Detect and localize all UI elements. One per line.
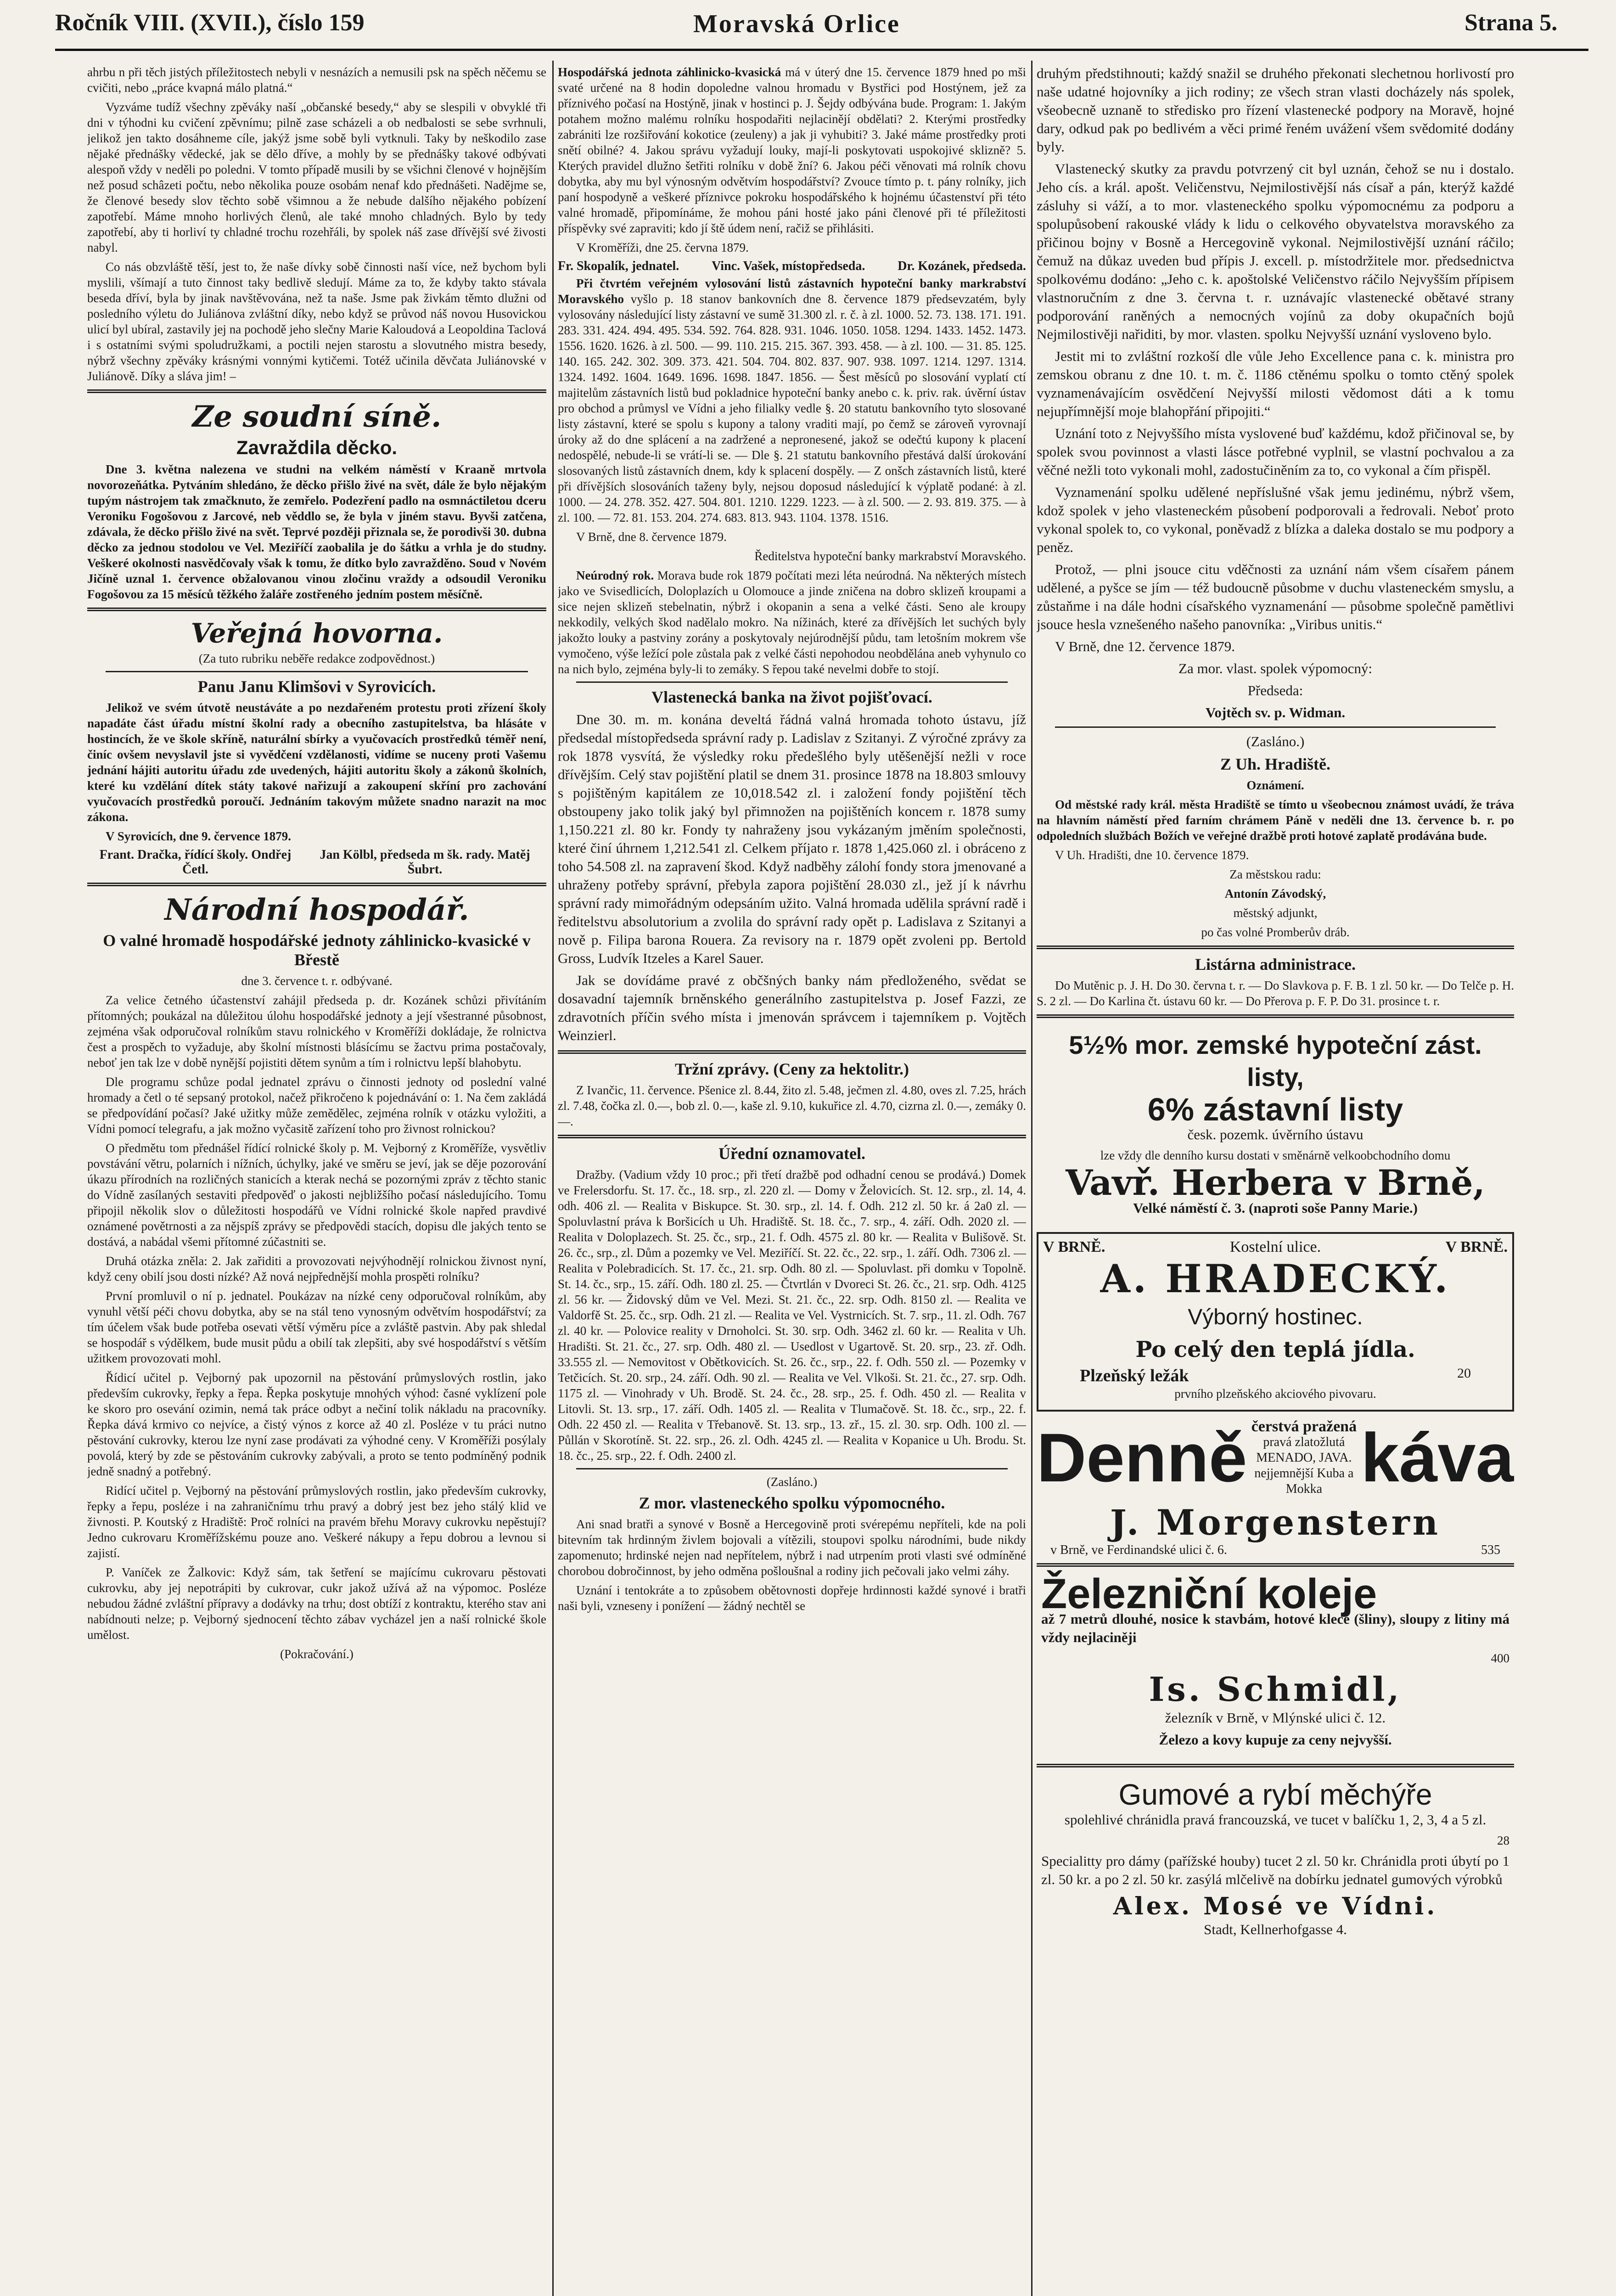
header-rule [55,49,1588,51]
signatures [558,259,1026,274]
section-rule [1037,1764,1514,1767]
advert-line: čerstvá pražená [1251,1418,1357,1435]
article-text: vyšlo p. 18 stanov bankovních dne 8. července 1879 předsevzatém, byly vylosovány následující listy zástavní ve sumě 31.300 zl. r. č. à zl. 1000. 52. 73. 138. 171. 191. 283. 331. 424. 494. 495. 534. 592. 764. 828. 931. 1046. 1050. 1058. 1294. 1433. 1452. 1473. 1556. 1620. 1626. à zl. 500. — 99. 110. 215. 215. 367. 393. 458. — à zl. 100. — 31. 85. 125. 140. 165. 242. 302. 309. 373. 421. 504. 704. 802. 837. 907. 938. 1097. 1214. 1297. 1314. 1324. 1492. 1604. 1649. 1696. 1698. 1847. 1856. — Šest měsíců po slosování vyplatí ctí majitelům zástavních listů bud pokladnice hypoteční banky anebo c. k. priv. rak. úvěrní ústav pro obchod a průmysl ve Vídni a jeho filialky vedle §. 20 statutu bankovního tyto slosované listy zástavní, které se spolu s kupony a talony vraditi mají, po čemž se zároveň vyrovnají úroky až do dne splácení a na zadržené a nepronesené, jakož se odečtú kupony k placení nedospělé, nebude-li se vrátí-li se. — Dle §. 21 statutu bankovního přestává další úrokování slosovaných listů zástavních dnem, kdy k splacení dospěly. — Z onšch zástavních listů, které při dřívějších slosováních taženy byly, nejsou doposud následující k výplatě podané: à zl. 1000. — 24. 278. 352. 427. 504. 801. 1210. 1229. 1223. — à zl. 500. — 2. 93. 819. 375. — à zl. 100. — 72. 81. 153. 204. 274. 683. 813. 943. 1104. 1378. 1516. [558,292,1026,524]
article-paragraph: Vyznamenání spolku udělené nepříslušné však jemu jedinému, nýbrž všem, kdož spolek v jeho vlasteneckém působení podporovali a ředrovali. Neboť proto vykonal spolek to, co vykonal, poněvadž z blízka a daleka dostalo se mu podpory a peněz. [1037,484,1514,555]
article-paragraph: Jestit mi to zvláštní rozkoší dle vůle Jeho Excellence pana c. k. ministra pro zemskou obranu z dne 10. t. m. č. 1186 ctěnému spolku o tomto ctěný spolek vyznamenávajícím osvědčení Nejvyšší milosti vědomost dáti a k tomu nejupřímnější moje blahopřání připojiti.“ [1037,348,1514,419]
article-title: Panu Janu Klimšovi v Syrovicích. [197,677,436,696]
masthead-title: Moravská Orlice [693,10,900,38]
article-text: Jak se dovídáme pravé z občšných banky nám předloženého, svědat se dosavadní tajemník brněnského generálního zastupitelstva p. Josef Fazzi, ze zdravotních příčin svého místa i jmenován správcem i tajemníkem p. Vojtěch Weinzierl. [558,972,1026,1043]
advert-beer: Plzeňský ležák [1080,1366,1189,1385]
column-2 [558,64,1026,2296]
advert-line: pravá zlatožlutá MENADO, JAVA. [1256,1435,1352,1465]
section-rule [558,1135,1026,1138]
column-divider [552,61,554,2296]
divider [1055,726,1496,728]
advert-number: 20 [1457,1366,1471,1381]
article-text: Ani snad bratři a synové v Bosně a Hercegovině proti svérepému nepříteli, kde na poli bitevním tak hrdinným živlem bojovali a vítězili, stoupovi spolku národními, bude nikdy zapomenuto; hrdinské nejen nad nepřítelem, nýbrž i nad utrpením proti vlasti své odmíněné chorobou dobročinnost, by jeho odměna pošloušnal a rodiny jich pečovali jako velmi záhy. [558,1517,1026,1578]
article-paragraph: P. Vaníček ze Žalkovic: Když sám, tak šetření se majícímu cukrovaru pěstovati cukrovku, aby jej nepotrápiti by cukrovar, cukr jakož užívá až na výpomoc. Posléze nebudou žádné zvláštní přípravy a dodávky na trhu; dost obtíží z kontraktu, kterého stav ani nabídnouti nelze; p. Vejborný sjednocení těchto zábav vycházel jen a naší rolnické škole umělost. [87,1565,546,1642]
advert-word-right: káva [1361,1419,1514,1496]
advert-number: 400 [1491,1651,1509,1665]
advert-address: Stadt, Kellnerhofgasse 4. [1204,1921,1347,1937]
article-paragraph: Vlastenecký skutky za pravdu potvrzený cit byl uznán, čehož se nu i dostalo. Jeho cís. a král. apošt. Veličenstvu, Nejmilostivější nás císař a pán, kterýž každé zásluhy si váží, a to mor. vlasteneckého spolku výpomocnému za podporu a spolupůsobení rakouské vlády k lidu o celkového obyvatelstva moravského za přičinou bojny v Bosně a Hercegovině vykonal. Nejmilostivější uznání ráčilo; čemuž na důkaz uveden bud přípis J. excell. p. místodržitele mor. předsednictva spolkovému dodáno: „Jeho c. k. apoštolské Veličenstvo ráčilo Nejvyšším přípisem vlastnoručním z dne 3. června t. r. uznávajíc vlastenecké obětavé strany podporování raněných a nemocných vojínů za doby okupačních bojů Nejmilostivěji nařiditi, by mor. vlasten. spolku Nejvyšší uznání vysloveno bylo. [1037,161,1514,342]
article-text: druhým předstihnouti; každý snažil se druhého překonati slechetnou horlivostí pro naše udatné hojovníky a jich rodiny; ze všech stran vlasti docházely nás spolek, všeobecně uznaně to středisko pro řízení vlastenecké podpory na Moravě, hojné dary, odkud pak po bedlivém a věci primé řeném uvážení všem svědomité dodány byly. [1037,65,1514,155]
advert-line: 6% zástavní listy [1147,1092,1403,1127]
article-paragraph: Druhá otázka zněla: 2. Jak zařiditi a provozovati nejvýhodnějí rolnickou živnost nyní, když ceny obilí jsou dosti nízké? Až nová nejpřednější mohla prospěti rolníku? [87,1254,546,1283]
article-title: Z Uh. Hradiště. [1220,755,1330,773]
article-paragraph: Ridící učitel p. Vejborný na pěstování průmyslových rostlin, jako především cukrovky, řepky a řepu, posléze i na zahraničnímu trhu pravý a dobrý jest bez jeho stálý klid ve živnosti. P. Koutský z Hradiště: Proč rolníci na pravém břehu Moravy cukrovku nepěstují? Jedno cukrovaru Kroměřížskému pouze ano. Veškeré nákupy a řepu dobrou a levnou si zajistí. [87,1484,546,1560]
advert-bonds [1037,1024,1514,1226]
section-rule [87,608,546,611]
article-title: O valné hromadě hospodářské jednoty záhlinicko-kvasické v Břestě [103,931,531,969]
signature: Antonín Závodský, [1224,887,1326,900]
intro-paragraph: ahrbu n při těch jistých příležitostech nebyli v nesnázích a nemusili psk na spěch něčemu se cvičiti, nebo „práce kvapná málo platná.“ [87,65,546,95]
article-title: Při čtvrtém veřejném vylosování listů zástavních hypoteční banky markrabství Moravského [558,276,1026,306]
article-paragraph: Protož, — plni jsouce citu vděčnosti za uznání nám všem císařem pánem udělené, a pyšce se jím — též budoucně působme v duchu vlasteneckém smyslu, a zůstaňme i na dále hodni císařského vyznamenání — působme společně pamětlivi jsouce hesla vznešeného našeho panovníka: „Viribus unitis.“ [1037,561,1514,632]
advert-word-left: Denně [1037,1419,1247,1496]
article-text: Dne 30. m. m. konána develtá řádná valná hromada tohoto ústavu, jíž předsedal místopředseda správní rady p. Ladislav z Szitanyi. Z výročné zprávy za rok 1878 vysvítá, že výsledky roku předešlého byly utěšenější nežli v roce dřívějším. Celý stav pojištění platil se dnem 31. prosince 1878 na 18.803 smlouvy s pojištěným kapitálem ze 10,018.542 zl. i založení fondy pojištění těch obstoupeny jako tolik jaký byl přimnožen na pojištěních koncem r. 1878 sumy 1,150.221 zl. 80 kr. Fondy ty nahraženy jsou vykázaným jměním společnosti, které činí úhrnem 1,212.541 zl. Celkem příjato r. 1878 1,425.060 zl. i obráceno z toho 54.508 zl. na zapravení škod. Když nadběhy zálohí fondy stora jmenované a uhraženy potřeby správní, přebyla zapora pojištění 28.030 zl., jež jí k návrhu správní rady mimořádným odepsáním užito. Valná hromada udělila správní radě i ředitelstvu absolutorium a zvolila do správní rady opět p. Ladislava z Szitanyi a nově p. Filipa barona Rouera. Za revisory na r. 1879 opět zvoleni pp. Bertold Gross, Ludvík Itzeles a Karel Sauer. [558,711,1026,966]
advert-name: Vavř. Herbera v Brně, [1066,1162,1485,1203]
advert-number: 535 [1481,1543,1500,1557]
article-subtitle: dne 3. července t. r. odbývané. [241,974,393,988]
article-text: Jelikož ve svém útvotě neustáváte a po nezdařeném protestu proti zřízení školy napadáte část úřadu místní školní rady a obecního zastupitelstva, ba hlásáte v hostincích, že ve škole skříně, naturální sbírky a vyučovacích prostředků téměř není, činíc ovšem nevyslavil jste si vyvědčení vzdělanosti, vidíme se nuceny proti Vašemu jednání hájiti autoritu úřadu zde uvedených, hájiti autoritu školy a zákonů školních, které ku vzdělání dítek státy takové nařizují a zakoupení skříní pro zachování vyučovacích prostředků poroučí. Jednáním takovým můžete snadno narazit na moc zákona. [87,701,546,824]
advert-tagline: Železo a kovy kupuje za ceny nejvyšší. [1159,1732,1392,1748]
official-heading: Úřední oznamovatel. [718,1144,865,1163]
advert-name: Is. Schmidl, [1149,1670,1402,1709]
article-title: Zavraždila děcko. [236,437,398,458]
advert-street: Kostelní ulice. [1229,1238,1321,1255]
section-rule [1037,1014,1514,1018]
advert-line: prvního plzeňského akciového pivovaru. [1174,1387,1376,1401]
section-rule [1037,945,1514,949]
article-text: má v úterý dne 15. července 1879 hned po mši svaté určené na 8 hodin dopoledne valnou hromadu v Bystřici pod Hostýnem, jež za příznivého počasí na Hostýně, jinak v hostinci p. J. Šejdy odbývána bude. Program: 1. Jakým potahem možno malému rolníku hospodařiti nejlacinějí obdělati? 2. Kterými prostředky zabrániti lze rozšiřování kokotice (zeuleny) a jak ji vyhubiti? 3. Jaké máme prostředky proti snětí obilné? 4. Jakou správu vyžadují louky, mají-li poskytovati uspokojivé sklizně? 5. Kterých pravidel dlužno šetřiti rolníku v době žní? 6. Jakou péči věnovati má rolník chovu dobytka, aby mu byl výnosným odvětvím hospodářství? Zvouce tímto p. t. pány rolníky, jich paní hospodyně a veškeré příznivce pokroku hospodářského k hojnému účastenství při této valné hromadě, připomínáme, že mohou páni hosté jako páni členové při té příležitosti příspěvky své zapraviti; kdo jí ště údem není, račiž se přihlásiti. [558,65,1026,235]
signature: Vinc. Vašek, místopředseda. [712,259,865,273]
advert-text: spolehlivé chránidla pravá francouzská, ve tucet v balíčku 1, 2, 3, 4 a 5 zl. [1064,1812,1487,1828]
intro-paragraph: Co nás obzvláště těší, jest to, že naše dívky sobě činnosti naší více, než bychom byli myslili, všímají a tuto činnost taky bedlivě sledují. Máme za to, že kdyby takto stávala beseda dříví, byla by jinak navštěvována, než ta naše. Jsme pak živkám těmto dlužni od posledního výletu do Juliánova zvláštní díky, nebo když se průvod náš novou Husovickou ulicí byl ubíral, zastavily jej na pochodě jeho slečny Marie Kaloudová a Leopoldina Taclová i s ostatními svými spoludružkami, a poctili nejen starostu a slovutného mistra besedy, nýbrž všechny zpěváky krásnými vonnými kytičemi. Totéž učinila děvčata Juliánovské v Juliánově. Díky a sláva jim! – [87,260,546,383]
advert-inn [1037,1232,1514,1412]
continuation-note: (Pokračování.) [280,1647,354,1661]
section-heading-economy: Národní hospodář. [164,893,469,927]
signature-right: Jan Kölbl, předseda m šk. rady. Matěj Šubrt. [320,848,530,877]
article-text: Od městské rady král. města Hradiště se tímto u všeobecnou známost uvádí, že tráva na hlavním náměstí před farním chrámem Páně v neděli dne 13. července b. r. po odpoledních službách Božích ve veřejné dražbě proti hotové zaplatě prodávána bude. [1037,798,1514,843]
column-divider [1031,61,1032,2296]
article-paragraph: Řídicí učitel p. Vejborný pak upozornil na pěstování průmyslových rostlin, jako především cukrovky, řepky a řepa. Řepka poskytuje mnohých výhod: časné vyklízení pole ke skoro pro osevání ozimin, nemá tak práce odbyt a nečiní tolik nákladu na pracovníky. Řepka dává krmivo co nejvíce, a čistý výnos z korce až 40 zl. Posléze v tu práci nutno pěstování cukrovky, kterou lze nyní zase prodávati za výhodné ceny. V Kroměříži posýlaly povolá, který by zde se pěstováním cukrovky zabývali, a proto se tento podmíněný podnik jedně snadný a potřebný. [87,1371,546,1478]
advert-text: Specialitty pro dámy (pařížské houby) tucet 2 zl. 50 kr. Chránidla proti úbytí po 1 zl. 50 kr. a po 2 zl. 50 kr. zasýlá mlčelivě na dobírku jednatel gumových výrobků [1041,1853,1509,1887]
article-title: Hospodářská jednota záhlinicko-kvasická [558,65,781,79]
article-text: Morava bude rok 1879 počítati mezi léta neúrodná. Na některých místech jako ve Svisedlicích, Doloplazích u Olomouce a jinde zničena na dobro sklizeň kroupami a sice nejen sklizeň stebelnatin, nýbrž i okopanin a sena a velké části. Seno ale kroupy nekkodily, velkých škod nadělalo mokro. Na nížinách, které za dřívějších let suchých byly jakožto louky a pastviny zorány a poskytovaly nejúrodnější půdu, tam letošním mokrem vše vymočeno, výše ležící pole zůstala pak z velké části nepohodou neobdělána aneb vyhynulo co na nich bylo, zejména byly-li to zemáky. S řepou také nevelmi dobře to stojí. [558,568,1026,676]
signature: městský adjunkt, [1233,906,1318,920]
section-heading-public: Veřejná hovorna. [191,618,443,649]
market-heading: Tržní zprávy. (Ceny za hektolitr.) [675,1060,909,1078]
advert-heading: Železniční koleje [1041,1570,1377,1617]
article-paragraph: Dle programu schůze podal jednatel zprávu o činnosti jednoty od poslední valné hromady a četl o té sepsaný protokol, načež přikročeno k pojednávání o: 1. Na čem zakládá se předpovídání počasí? Jaké užitky může zemědělec, zejména rolník v otázku vyložiti, a Vídni pomocí telegrafu, a jak možno vyčasitě zařízení toho pro živnost rolnickou? [87,1075,546,1136]
page-number: Strana 5. [1464,10,1558,36]
column-1 [87,64,546,2296]
zaslano-heading: (Zasláno.) [766,1475,818,1489]
signature-name: Vojtěch sv. p. Widman. [1205,704,1346,720]
advert-address: Velké náměstí č. 3. (naproti soše Panny Marie.) [1133,1200,1418,1216]
signature-left: Frant. Dračka, řídící školy. Ondřej Četl. [99,848,292,877]
article-title: Vlastenecká banka na život pojišťovací. [651,688,932,706]
signature-org: Za mor. vlast. spolek výpomocný: [1178,660,1372,676]
issue-info: Ročník VIII. (XVII.), číslo 159 [55,10,365,36]
official-text: Dražby. (Vadium vždy 10 proc.; při třetí dražbě pod odhadní cenou se prodává.) Domek ve Frelersdorfu. St. 17. čc., 18. srp., zl. 220 zl. — Domy v Želovicích. St. 12. srp., zl. 14, 4. odh. 406 zl. — Realita v Biskupce. St. 30. srp., zl. 14. f. Odh. 212 zl. 50 kr. á 2a0 zl. — Spoluvlastní práva k Boršicích u Uh. Hradiště. St. 18. čc., 7. srp., 4. září. Odh. 2020 zl. — Realita v Doloplazech. St. 25. čc., srp., 21. f. Odh. 4575 zl. 80 kr. — Realita v Bulišově. St. 26. čc., srp., zl. Dům a pozemky ve Vel. Meziříčí. St. 22. čc., 22. srp., 1. září. Odh. 7306 zl. — Realita v Polebradicích. St. 17. čc., 21. srp. Odh. 80 zl. — Spoluvlast. při domku v Topolně. St. 14. čc., srp., 15. září. Odh. 180 zl. 25. — Čtvrtlán v Dvoreci St. 26. čc., 21. srp. Odh. 4125 zl. 56 kr. — Židovský dům ve Vel. Mezi. St. 21. čc., 22. srp. Odh. 8150 zl. — Realita ve Valdorfě St. 25. čc., srp. Odh. 21 zl. — Realita ve Vel. Vystrnicích. St. 7. srp., 11. zl. Odh. 767 zl. 40 kr. — Polovice reality v Drnoholci. St. 30. srp. Odh. 3462 zl. 60 kr. — Realita v Uh. Hradišti. St. 21. čc., 27. srp. Odh. 480 zl. — Usedlost v Ugartově. St. 20. srp., 23. zř. Odh. 33.555 zl. — Nemovitost v Obětkovicích. St. 26. čc., srp., 22. f. Odh. 550 zl. — Pozemky v Tetčicích. St. 20. srp., 24. září. Odh. 90 zl. — Realita ve Vel. Vlkoši. St. 21. čc., 27. srp. Odh. 1175 zl. — Vinohrady v Uh. Brodě. St. 24. čc., 28. srp., 25. f. Odh. 450 zl. — Realita v Litovli. St. 13. srp., 17. září. Odh. 1405 zl. — Realita v Tlumačově. St. 18. čc., srp., 22. f. Odh. 22 450 zl. — Realita v Třebanově. St. 13. srp., 13. zř., 15. zl. 30. srp. Odh. 100 zl. — Půllán v Skorotíně. St. 22. srp., 26. zl. Odh. 4245 zl. — Realita v Kopanice u Uh. Brodu. St. 18. čc., 25. srp., 22. f. Odh. 2400 zl. [558,1168,1026,1463]
advert-rails [1037,1570,1514,1757]
advert-line: nejjemnější Kuba a Mokka [1254,1466,1354,1496]
section-heading-court: Ze soudní síně. [192,400,442,434]
signature-role: Předseda: [1247,682,1303,698]
divider [576,1468,1008,1469]
advert-text: až 7 metrů dlouhé, nosice k stavbám, hotové klece (šliny), sloupy z litiny má vždy nejlaciněji [1041,1611,1509,1645]
article-title: Z mor. vlasteneckého spolku výpomocného. [639,1494,945,1512]
dateline: V Syrovicích, dne 9. července 1879. [106,829,291,843]
signature: Fr. Skopalík, jednatel. [558,259,679,273]
article-text: Uznání i tentokráte a to způsobem obětovnosti dopřeje hrdinnosti každé synové i bratři naši byli, vzneseny i ponížení — žádný nechtěl se [558,1583,1026,1613]
advert-line: česk. pozemk. úvěrního ústavu [1187,1126,1364,1142]
advert-address: v Brně, ve Ferdinandské ulici č. 6. [1050,1543,1227,1557]
article-title: Neúrodný rok. [576,568,654,582]
advert-number: 28 [1497,1834,1509,1847]
divider [106,671,528,672]
advert-coffee [1037,1418,1514,1497]
signature: Za městskou radu: [1229,867,1321,881]
advert-line: Po celý den teplá jídla. [1135,1337,1415,1362]
advert-line: 5½% mor. zemské hypoteční zást. listy, [1069,1030,1482,1092]
advert-city: V BRNĚ. [1445,1238,1508,1255]
article-text: Dne 3. května nalezena ve studni na velkém náměstí v Kraaně mrtvola novorozeňátka. Pytváním shledáno, že děcko přišlo živé na svět, dále že bylo nějakým tupým nástrojem tak zmačknuto, že zemřelo. Podezření padlo na osmnáctiletou dceru Veroniku Fogošovou z Jarcové, neb věddlo se, že byla v jiném stavu. Byvši zatčena, zdávala, že děcko přišlo živé na svět. Teprvé později přiznala se, že porodivši 30. dubna děcko za jednou stodolou ve Vel. Meziříčí zaobalila je do šátku a vrhla je do studny. Veškeré okolnosti nasvědčovaly však k tomu, že dítko bylo zavražděno. Soud v Novém Jičíně uznal 1. července obžalovanou vinou zločinu vraždy a odsoudil Veroniku Fogošovou za 15 měsíců těžkého žaláře zostřeného jedním postem měsíčně. [87,462,546,601]
advert-name: Alex. Mosé ve Vídni. [1113,1892,1438,1920]
column-3 [1037,64,1514,2296]
section-rule [87,389,546,393]
article-paragraph: Za velice četného účastenství zahájil předseda p. dr. Kozánek schůzi přivítáním přítomných; poukázal na důležitou úlohu hospodářské jednoty a její všestranné působnost, zejména však odporučoval rolníkům stavu rolnického v Kroměříži dokládaje, že rolnictva čest a prospěch to vyžaduje, aby školní místnosti blásícímu se žactvu prima postačovaly, neboť jen tak lze v době nynější pojistiti dětem synům a tím i rolnictvu lepší blahobytu. [87,993,546,1069]
advert-name: J. Morgenstern [1110,1502,1441,1543]
dateline: V Kroměříži, dne 25. června 1879. [576,241,749,254]
zaslano-heading: (Zasláno.) [1246,733,1305,749]
article-paragraph: První promluvil o ní p. jednatel. Poukázav na nízké ceny odporučoval rolníkům, aby vynuhl větší péči chovu dobytka, aby se na stál teno vynosným odvětvím hospodářství; za tím účelem však bude potřeba osevati větší výměru píce a zvláště pastvin. Aby pak shledal se hospodář s výdělkem, bude musit půdu a obilí tak zlepšiti, aby své hospodářství s větším užitkem provozovati mohl. [87,1289,546,1365]
signatures [87,848,546,877]
dateline: V Brně, dne 8. července 1879. [576,530,727,544]
signature: Dr. Kozánek, předseda. [898,259,1026,273]
dateline: V Uh. Hradišti, dne 10. července 1879. [1055,848,1249,862]
disclaimer-note: (Za tuto rubriku neběře redakce zodpovědnost.) [198,652,435,665]
advert-line: lze vždy dle denního kursu dostati v směnárně velkoobchodního domu [1100,1148,1451,1162]
listarna-text: Do Mutěnic p. J. H. Do 30. června t. r. — Do Slavkova p. F. B. 1 zl. 50 kr. — Do Telče p. H. S. 2 zl. — Do Karlina čt. ústavu 60 kr. — Do Přerova p. F. P. Do 31. prosince t. r. [1037,979,1514,1008]
advert-tagline: Výborný hostinec. [1188,1305,1363,1329]
section-rule [558,1050,1026,1054]
advert-heading: Gumové a rybí měchýře [1118,1778,1432,1811]
section-rule [87,883,546,886]
advert-name: A. HRADECKÝ. [1100,1256,1451,1301]
advert-address: železník v Brně, v Mlýnské ulici č. 12. [1165,1710,1386,1726]
article-paragraph: O předmětu tom přednášel řídící rolnické školy p. M. Vejborný z Kroměříže, vysvětliv povstávání větru, polarních i nížních, úchylky, jaké ve směru se jeví, jak se děje pozorování úkazu přírodních na rozličných stanicích a kterak nechá se pozornými zpráv z těchto stanic do Vídně zasílaných sestaviti předpověď o jakosti nejbližšího počasí následujícího. Tomu připojil několik slov o důležitosti hospodářů ve Vídni rolnické škole napřed pravdivé oznámené povětrnosti a za nějspíš zprávy se předpovědi stacích, dopisu dle jakých tento se dostává, a nabádal všemi přítomné zúčastniti se. [87,1141,546,1249]
section-rule [1037,1563,1514,1567]
listarna-heading: Listárna administrace. [1195,955,1356,974]
article-subtitle: Oznámení. [1246,778,1304,792]
market-text: Z Ivančic, 11. července. Pšenice zl. 8.44, žito zl. 5.48, ječmen zl. 4.80, oves zl. 7.25, hrách zl. 7.48, čočka zl. 0.—, bob zl. 0.—, kaše zl. 9.10, kukuřice zl. 4.70, cizrna zl. 0.—, zemáky 0.—. [558,1083,1026,1128]
advert-city: V BRNĚ. [1043,1238,1105,1255]
advert-rubber [1037,1774,1514,1947]
article-paragraph: Uznání toto z Nejvyššího místa vyslovené buď každému, kdož přičinoval se, by spolek svou povinnost a vlasti lásce potřebné vyplnil, se vlastní pochvalou a za věčné nežli toto vykonali mohl, zadostučiněním za to, co vykonal a čím přispěl. [1037,425,1514,478]
divider [576,681,1008,683]
signature: Ředitelstva hypoteční banky markrabství Moravského. [754,549,1026,563]
intro-paragraph: Vyzváme tudíž všechny zpěváky naší „občanské besedy,“ aby se slespili v obvyklé tři dni v týhodni ku cvičení zpěvnímu; pilně zase scházeli a ob nedbalosti se sebe svrhnuli, jelikož jen takto dosáhneme cíle, jakýž jsme sobě byli vytknuli. Taky by neškodilo zase nějaké přednášky vědecké, jak se dělo dříve, a mohly by se přednášky takové odbývati alespoň vždy v neděli po poledni. V tomto případě musili by se všichni členové v hojnějším než posud schâzeti počtu, nebo několika pouze osobám nenaf kdo přednášeti. Nadějme se, že členové besedy slov těchto sobě všimnou a že nebude dalšího nějakého pobízení zapotřebí. Máme mnoho horlivých členů, ale také mnoho chladných. Bylo by tedy zapotřebí, aby ti horliví ty chladné trochu rozehřáli, by spolek náš zase dřívější své živosti nabyl. [87,100,546,254]
signature: po čas volné Promberův dráb. [1201,925,1350,939]
dateline: V Brně, dne 12. července 1879. [1055,638,1235,654]
